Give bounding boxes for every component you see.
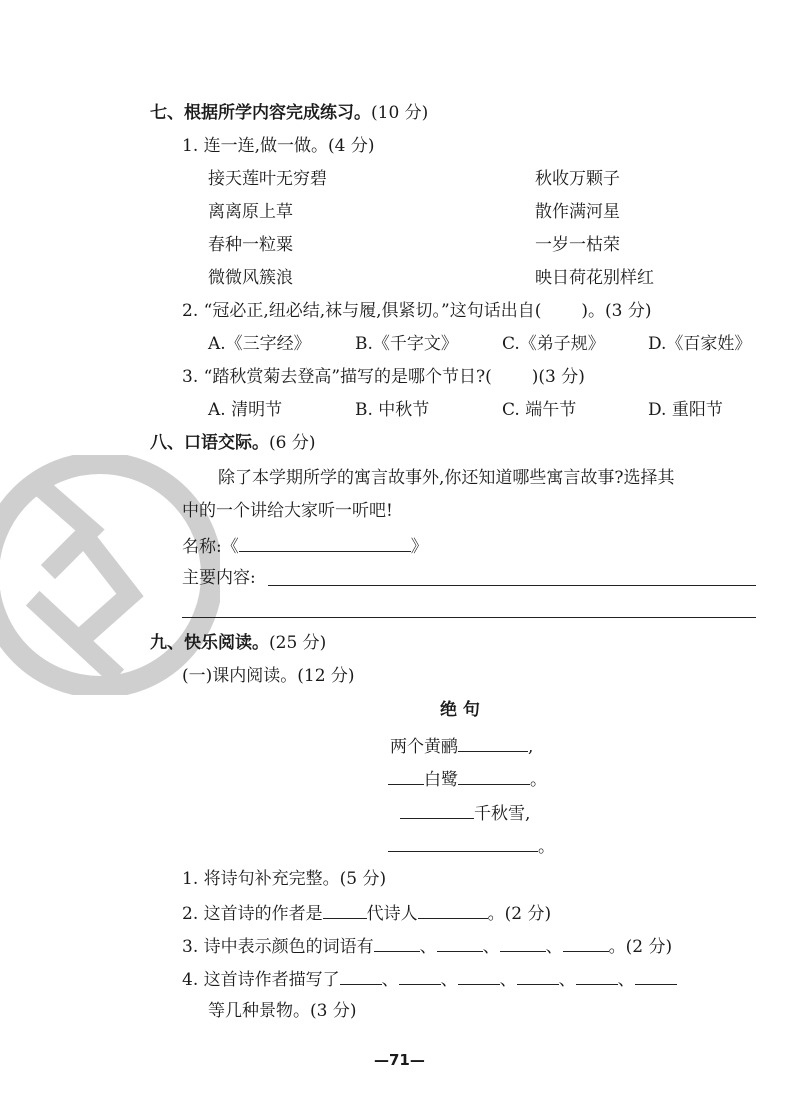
poem-line-2-text: 白鹭 xyxy=(424,770,458,790)
story-name-input[interactable] xyxy=(239,535,411,552)
q7-3-text xyxy=(182,367,585,387)
section-8-heading xyxy=(150,433,315,453)
q9-3-blank-3[interactable] xyxy=(500,935,546,952)
poem-line-4 xyxy=(388,835,555,857)
match-left-3[interactable]: 春种一粒粟 xyxy=(208,235,293,255)
q9-4-blank-2[interactable] xyxy=(399,968,441,985)
q9-4-text: 4. 这首诗作者描写了 xyxy=(182,970,340,990)
poem-line-3 xyxy=(400,802,530,824)
q9-4-blank-3[interactable] xyxy=(458,968,500,985)
match-left-2[interactable]: 离离原上草 xyxy=(208,202,293,222)
q9-3 xyxy=(182,935,672,957)
poem-line-4-end: 。 xyxy=(538,837,555,857)
story-name-row xyxy=(182,535,428,557)
poem-line-1 xyxy=(390,735,533,757)
poem-line-1-blank[interactable] xyxy=(458,735,528,752)
q7-3-option-d[interactable]: D. 重阳节 xyxy=(648,400,723,420)
story-name-label: 名称:《 xyxy=(182,537,239,557)
q9-3-sep: 、 xyxy=(545,937,563,957)
poem-line-2-blank-a[interactable] xyxy=(388,768,424,785)
q7-2-suffix: )。(3 分) xyxy=(581,301,652,321)
poem-line-3-text: 千秋雪, xyxy=(474,804,531,824)
q9-3-blank-4[interactable] xyxy=(563,935,609,952)
sec8-paragraph-line1: 除了本学期所学的寓言故事外,你还知道哪些寓言故事?选择其 xyxy=(218,468,675,488)
page-number: —71— xyxy=(374,1051,425,1069)
q9-3-end: 。(2 分) xyxy=(608,937,673,957)
q7-2-text xyxy=(182,301,651,321)
poem-line-2 xyxy=(388,768,547,790)
q9-3-sep: 、 xyxy=(419,937,437,957)
q7-2-prefix: 2. “冠必正,纽必结,袜与履,俱紧切。”这句话出自( xyxy=(182,301,542,321)
q9-4-sep: 、 xyxy=(499,970,517,990)
q9-2-text-b: 代诗人 xyxy=(366,904,418,924)
q7-3-option-a[interactable]: A. 清明节 xyxy=(208,400,283,420)
q9-4-blank-4[interactable] xyxy=(517,968,559,985)
q9-3-sep: 、 xyxy=(482,937,500,957)
q9-4-sep: 、 xyxy=(558,970,576,990)
section-7-score: (10 分) xyxy=(371,103,429,123)
q9-4 xyxy=(182,968,677,990)
q9-2-text-a: 2. 这首诗的作者是 xyxy=(182,904,323,924)
match-right-3[interactable]: 一岁一枯荣 xyxy=(535,235,620,255)
match-right-4[interactable]: 映日荷花别样红 xyxy=(535,268,654,288)
q9-4-sep: 、 xyxy=(381,970,399,990)
section-9-score: (25 分) xyxy=(269,633,327,653)
q7-2-option-b[interactable]: B.《千字文》 xyxy=(355,334,458,354)
q9-2-poet-blank[interactable] xyxy=(418,902,488,919)
section-9-title: 九、快乐阅读。 xyxy=(150,633,269,653)
q9-4-blank-6[interactable] xyxy=(635,968,677,985)
q9-4-sep: 、 xyxy=(440,970,458,990)
q7-2-option-a[interactable]: A.《三字经》 xyxy=(208,334,311,354)
q9-3-blank-1[interactable] xyxy=(374,935,420,952)
sec8-paragraph-line2: 中的一个讲给大家听一听吧! xyxy=(182,501,393,521)
q9-3-text: 3. 诗中表示颜色的词语有 xyxy=(182,937,374,957)
poem-line-3-blank[interactable] xyxy=(400,802,474,819)
q9-2 xyxy=(182,902,551,924)
q9-4-sep: 、 xyxy=(617,970,635,990)
q9-4-tail: 等几种景物。(3 分) xyxy=(208,1001,357,1021)
poem-line-2-end: 。 xyxy=(530,770,547,790)
section-8-title: 八、口语交际。 xyxy=(150,433,269,453)
poem-line-2-blank-b[interactable] xyxy=(458,768,530,785)
q9-2-text-c: 。(2 分) xyxy=(487,904,552,924)
section-8-score: (6 分) xyxy=(269,433,316,453)
poem-line-4-blank[interactable] xyxy=(388,835,538,852)
q7-3-option-c[interactable]: C. 端午节 xyxy=(502,400,577,420)
q7-3-suffix: )(3 分) xyxy=(531,367,585,387)
story-content-label: 主要内容: xyxy=(182,568,256,588)
section-9-heading xyxy=(150,633,326,653)
poem-line-1-text: 两个黄鹂 xyxy=(390,737,458,757)
q9-4-blank-5[interactable] xyxy=(576,968,618,985)
section-7-heading xyxy=(150,103,428,123)
q7-3-option-b[interactable]: B. 中秋节 xyxy=(355,400,430,420)
poem-title: 绝 句 xyxy=(440,700,480,720)
q9-4-blank-1[interactable] xyxy=(340,968,382,985)
match-right-2[interactable]: 散作满河星 xyxy=(535,202,620,222)
q7-2-option-d[interactable]: D.《百家姓》 xyxy=(648,334,752,354)
poem-line-1-end: , xyxy=(528,737,534,757)
q9-3-blank-2[interactable] xyxy=(437,935,483,952)
story-content-line-2[interactable] xyxy=(182,617,756,618)
match-left-1[interactable]: 接天莲叶无穷碧 xyxy=(208,169,327,189)
q9-1: 1. 将诗句补充完整。(5 分) xyxy=(182,869,387,889)
story-content-line-1[interactable] xyxy=(268,585,756,586)
match-left-4[interactable]: 微微风簇浪 xyxy=(208,268,293,288)
section-7-title: 七、根据所学内容完成练习。 xyxy=(150,103,371,123)
q9-2-dynasty-blank[interactable] xyxy=(323,902,367,919)
q7-2-option-c[interactable]: C.《弟子规》 xyxy=(502,334,605,354)
q7-1-label: 1. 连一连,做一做。(4 分) xyxy=(182,136,375,156)
story-name-close: 》 xyxy=(410,537,428,557)
match-right-1[interactable]: 秋收万颗子 xyxy=(535,169,620,189)
sec9-sub1: (一)课内阅读。(12 分) xyxy=(182,666,355,686)
q7-3-prefix: 3. “踏秋赏菊去登高”描写的是哪个节日?( xyxy=(182,367,492,387)
